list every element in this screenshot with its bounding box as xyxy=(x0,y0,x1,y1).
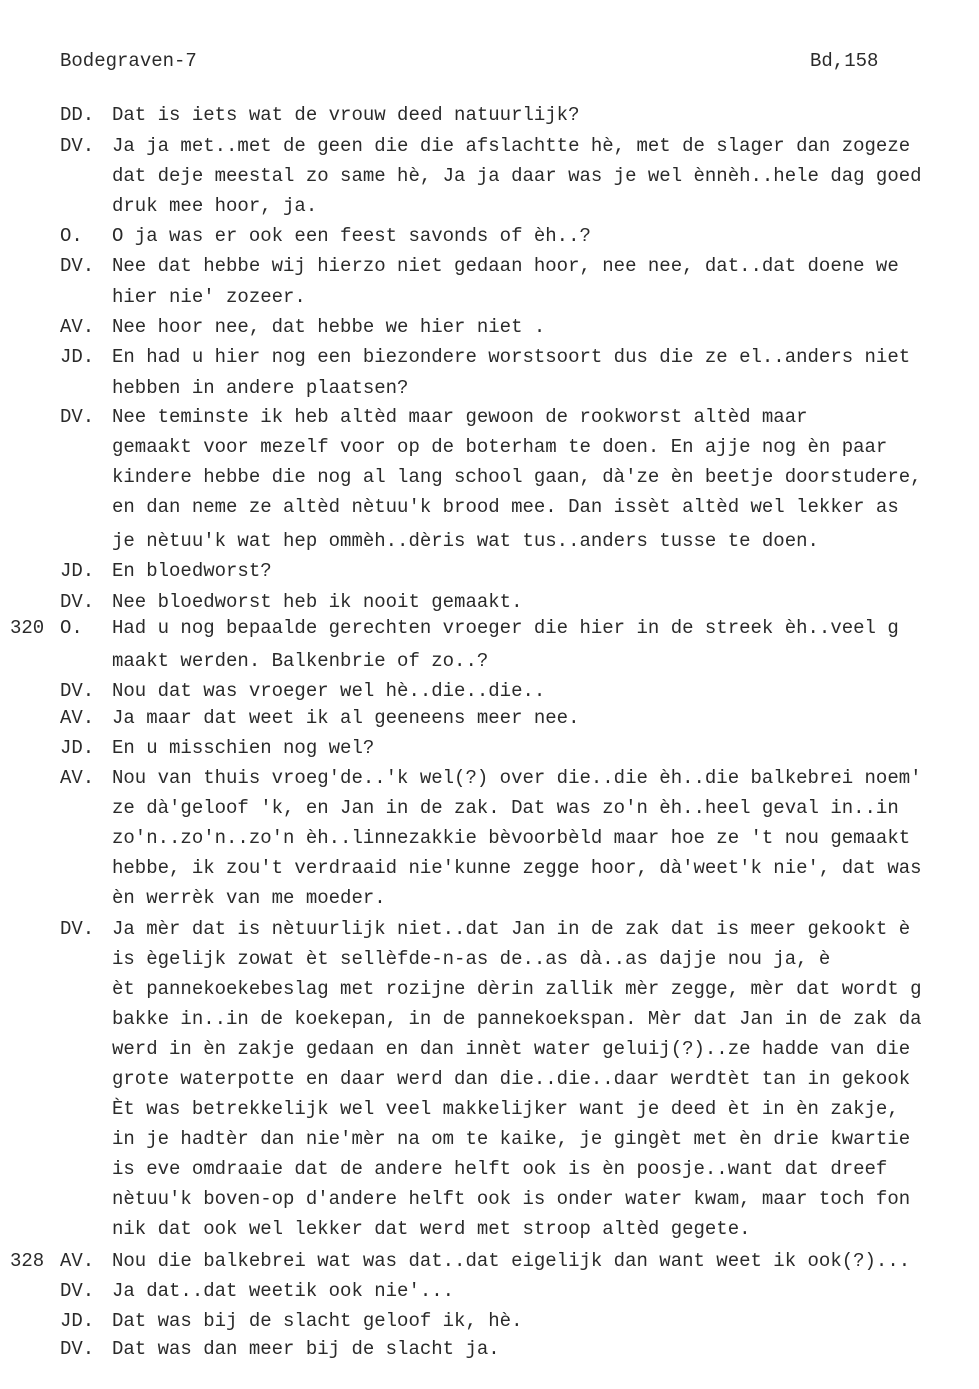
transcript-line: ze dà'geloof 'k, en Jan in de zak. Dat was zo'n èh..heel geval in..in xyxy=(112,797,899,819)
transcript-line: En u misschien nog wel? xyxy=(112,737,375,759)
speaker-label: DV. xyxy=(60,680,95,702)
transcript-line: Dat was bij de slacht geloof ik, hè. xyxy=(112,1310,523,1332)
transcript-line: Èt was betrekkelijk wel veel makkelijker want je deed èt in èn zakje, xyxy=(112,1098,899,1120)
transcript-line: grote waterpotte en daar werd dan die..die..daar werdtèt tan in gekook xyxy=(112,1068,911,1090)
transcript-line: Nou van thuis vroeg'de..'k wel(?) over die..die èh..die balkebrei noem' xyxy=(112,767,922,789)
speaker-label: DV. xyxy=(60,1338,95,1360)
speaker-label: AV. xyxy=(60,707,95,729)
transcript-line: hebbe, ik zou't verdraaid nie'kunne zegge hoor, dà'weet'k nie', dat was xyxy=(112,857,922,879)
transcript-line: O ja was er ook een feest savonds of èh..? xyxy=(112,225,591,247)
speaker-label: DV. xyxy=(60,135,95,157)
transcript-line: En had u hier nog een biezondere worstsoort dus die ze el..anders niet xyxy=(112,346,911,368)
margin-line-number: 320 xyxy=(10,617,45,639)
speaker-label: AV. xyxy=(60,1250,95,1272)
transcript-line: je nètuu'k wat hep ommèh..dèris wat tus..anders tusse te doen. xyxy=(112,530,819,552)
speaker-label: JD. xyxy=(60,560,95,582)
speaker-label: DV. xyxy=(60,406,95,428)
transcript-line: Dat is iets wat de vrouw deed natuurlijk? xyxy=(112,104,580,126)
transcript-line: Nou die balkebrei wat was dat..dat eigelijk dan want weet ik ook(?)... xyxy=(112,1250,911,1272)
speaker-label: DV. xyxy=(60,255,95,277)
transcript-line: Nou dat was vroeger wel hè..die..die.. xyxy=(112,680,546,702)
transcript-line: is ègelijk zowat èt sellèfde-n-as de..as dà..as dajje nou ja, è xyxy=(112,948,831,970)
speaker-label: JD. xyxy=(60,1310,95,1332)
transcript-line: werd in èn zakje gedaan en dan innèt water geluij(?)..ze hadde van die xyxy=(112,1038,911,1060)
transcript-line: gemaakt voor mezelf voor op de boterham te doen. En ajje nog èn paar xyxy=(112,436,888,458)
transcript-line: nik dat ook wel lekker dat werd met stroop altèd gegete. xyxy=(112,1218,751,1240)
transcript-line: hebben in andere plaatsen? xyxy=(112,377,409,399)
transcript-line: is eve omdraaie dat de andere helft ook is èn poosje..want dat dreef xyxy=(112,1158,888,1180)
transcript-line: Dat was dan meer bij de slacht ja. xyxy=(112,1338,500,1360)
transcript-line: èt pannekoekebeslag met rozijne dèrin zallik mèr zegge, mèr dat wordt g xyxy=(112,978,922,1000)
transcript-line: Nee teminste ik heb altèd maar gewoon de rookworst altèd maar xyxy=(112,406,808,428)
margin-line-number: 328 xyxy=(10,1250,45,1272)
speaker-label: DV. xyxy=(60,1280,95,1302)
speaker-label: JD. xyxy=(60,346,95,368)
transcript-line: druk mee hoor, ja. xyxy=(112,195,318,217)
transcript-line: hier nie' zozeer. xyxy=(112,286,306,308)
transcript-line: èn werrèk van me moeder. xyxy=(112,887,386,909)
speaker-label: DD. xyxy=(60,104,95,126)
transcript-line: Had u nog bepaalde gerechten vroeger die hier in de streek èh..veel g xyxy=(112,617,899,639)
document-title: Bodegraven-7 xyxy=(60,50,197,72)
transcript-line: dat deje meestal zo same hè, Ja ja daar was je wel ènnèh..hele dag goed xyxy=(112,165,922,187)
speaker-label: JD. xyxy=(60,737,95,759)
transcript-line: Nee bloedworst heb ik nooit gemaakt. xyxy=(112,591,523,613)
speaker-label: AV. xyxy=(60,767,95,789)
transcript-line: bakke in..in de koekepan, in de pannekoekspan. Mèr dat Jan in de zak da xyxy=(112,1008,922,1030)
speaker-label: DV. xyxy=(60,918,95,940)
transcript-line: En bloedworst? xyxy=(112,560,272,582)
speaker-label: AV. xyxy=(60,316,95,338)
transcript-line: en dan neme ze altèd nètuu'k brood mee. Dan issèt altèd wel lekker as xyxy=(112,496,899,518)
transcript-line: nètuu'k boven-op d'andere helft ook is onder water kwam, maar toch fon xyxy=(112,1188,911,1210)
transcript-line: Nee hoor nee, dat hebbe we hier niet . xyxy=(112,316,546,338)
transcript-line: maakt werden. Balkenbrie of zo..? xyxy=(112,650,489,672)
transcript-line: zo'n..zo'n..zo'n èh..linnezakkie bèvoorbèld maar hoe ze 't nou gemaakt xyxy=(112,827,911,849)
transcript-line: Ja maar dat weet ik al geeneens meer nee. xyxy=(112,707,580,729)
transcript-line: Nee dat hebbe wij hierzo niet gedaan hoor, nee nee, dat..dat doene we xyxy=(112,255,899,277)
speaker-label: O. xyxy=(60,617,83,639)
page-reference: Bd,158 xyxy=(810,50,879,72)
transcript-line: in je hadtèr dan nie'mèr na om te kaike, je gingèt met èn drie kwartie xyxy=(112,1128,911,1150)
speaker-label: DV. xyxy=(60,591,95,613)
speaker-label: O. xyxy=(60,225,83,247)
transcript-line: Ja dat..dat weetik ook nie'... xyxy=(112,1280,455,1302)
transcript-line: Ja mèr dat is nètuurlijk niet..dat Jan in de zak dat is meer gekookt è xyxy=(112,918,911,940)
transcript-line: kindere hebbe die nog al lang school gaan, dà'ze èn beetje doorstudere, xyxy=(112,466,922,488)
transcript-line: Ja ja met..met de geen die die afslachtte hè, met de slager dan zogeze xyxy=(112,135,911,157)
